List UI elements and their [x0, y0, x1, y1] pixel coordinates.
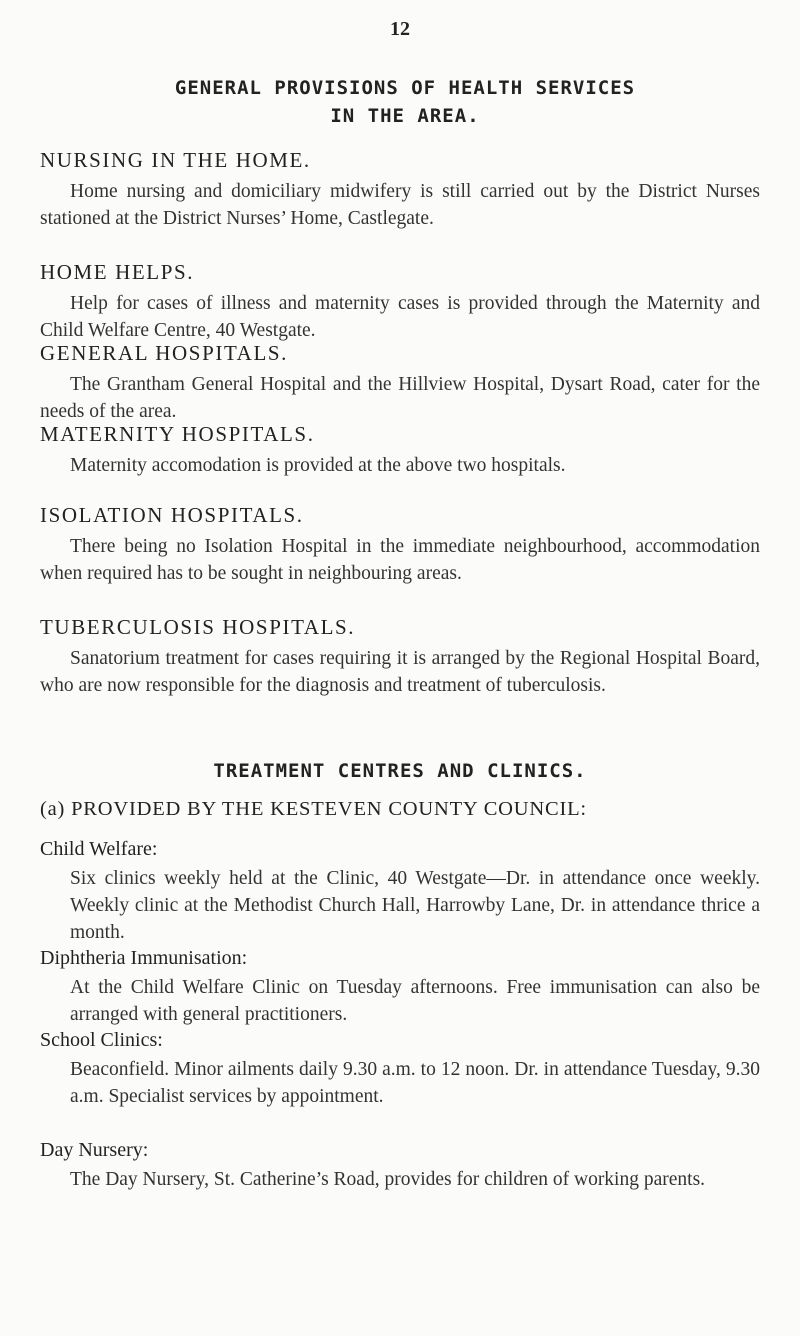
clinic-child-welfare — [40, 835, 760, 946]
clinic-day-nursery — [40, 1136, 760, 1193]
section-maternity-hospitals — [40, 420, 760, 479]
section-body: The Grantham General Hospital and the Hillview Hospital, Dysart Road, cater for the needs of the area. — [40, 374, 760, 422]
clinic-label: Diphtheria Immunisation: — [40, 947, 248, 969]
provided-by-heading: (a) PROVIDED BY THE KESTEVEN COUNTY COUNCIL: — [40, 798, 587, 820]
clinic-school-clinics — [40, 1026, 760, 1110]
section-body: Help for cases of illness and maternity cases is provided through the Maternity and Child Welfare Centre, 40 Westgate. — [40, 293, 760, 341]
clinic-label: Child Welfare: — [40, 838, 158, 860]
clinic-body: Six clinics weekly held at the Clinic, 40 Westgate—Dr. in attendance once weekly. Weekly clinic at the Methodist Church Hall, Harrowby Lane, Dr. in attendance thrice a month. — [70, 868, 760, 943]
section-heading: ISOLATION HOSPITALS. — [40, 503, 304, 527]
clinic-body: Beaconfield. Minor ailments daily 9.30 a.m. to 12 noon. Dr. in attendance Tuesday, 9.30 a.m. Specialist services by appointment. — [70, 1059, 760, 1107]
clinic-label: School Clinics: — [40, 1029, 163, 1051]
section-home-helps — [40, 258, 760, 344]
section-body: Maternity accomodation is provided at the above two hospitals. — [70, 455, 566, 476]
section-heading: GENERAL HOSPITALS. — [40, 341, 289, 365]
section-body: Sanatorium treatment for cases requiring it is arranged by the Regional Hospital Board, who are now responsible for the diagnosis and treatment of tuberculosis. — [40, 648, 760, 696]
page-title — [60, 74, 750, 130]
section-heading: MATERNITY HOSPITALS. — [40, 422, 315, 446]
section-general-hospitals — [40, 339, 760, 425]
section-heading: TUBERCULOSIS HOSPITALS. — [40, 615, 356, 639]
page-number: 12 — [390, 18, 410, 40]
clinic-diphtheria-immunisation — [40, 944, 760, 1028]
section-heading: HOME HELPS. — [40, 260, 195, 284]
section-nursing-in-the-home — [40, 146, 760, 232]
section-isolation-hospitals — [40, 501, 760, 587]
page-title-line-1: GENERAL PROVISIONS OF HEALTH SERVICES — [174, 77, 636, 99]
section-body: There being no Isolation Hospital in the immediate neighbourhood, accommodation when required has to be sought in neighbouring areas. — [40, 536, 760, 584]
section-tuberculosis-hospitals — [40, 613, 760, 699]
treatment-centres-title: TREATMENT CENTRES AND CLINICS. — [213, 760, 587, 782]
clinic-label: Day Nursery: — [40, 1139, 149, 1161]
section-body: Home nursing and domiciliary midwifery is still carried out by the District Nurses stationed at the District Nurses’ Home, Castlegate. — [40, 181, 760, 229]
section-heading: NURSING IN THE HOME. — [40, 148, 311, 172]
clinic-body: The Day Nursery, St. Catherine’s Road, provides for children of working parents. — [70, 1169, 706, 1190]
clinic-body: At the Child Welfare Clinic on Tuesday afternoons. Free immunisation can also be arranged with general practitioners. — [70, 977, 760, 1025]
page-title-line-2: IN THE AREA. — [330, 105, 480, 127]
